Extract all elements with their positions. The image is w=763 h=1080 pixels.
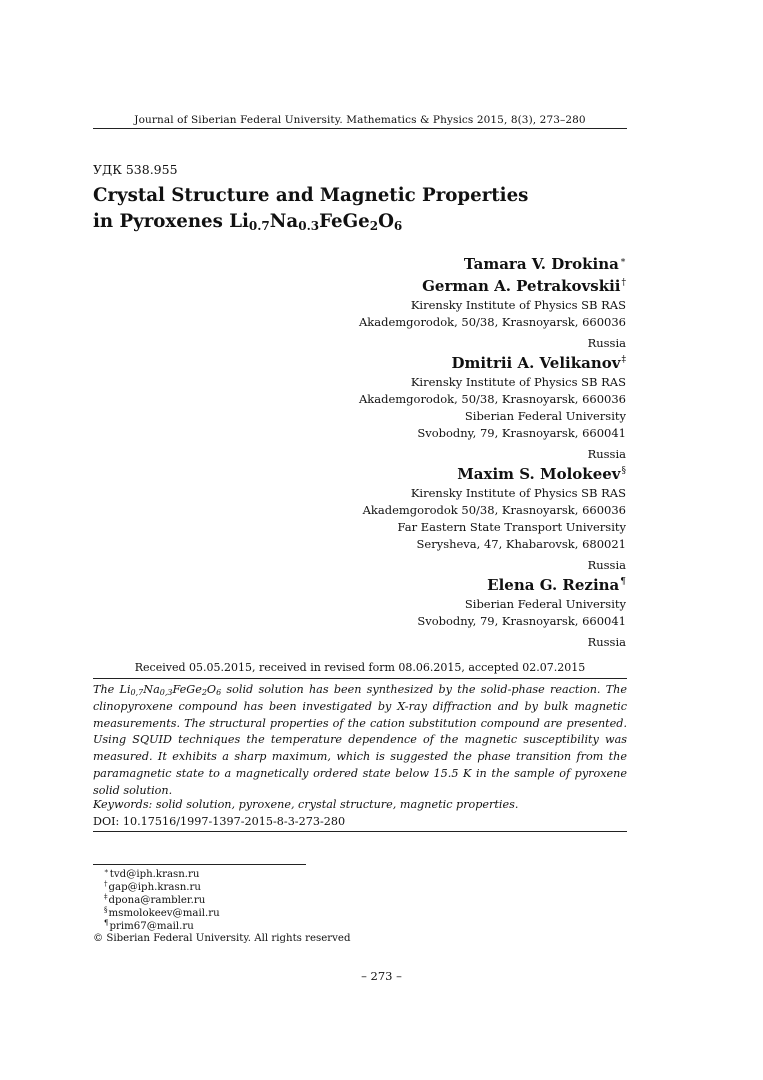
affiliation-line: Kirensky Institute of Physics SB RAS — [410, 298, 626, 312]
affiliation-line: Svobodny, 79, Krasnoyarsk, 660041 — [417, 614, 626, 628]
affiliation-line: Kirensky Institute of Physics SB RAS — [410, 486, 626, 500]
header-rule — [93, 128, 627, 129]
journal-header: Journal of Siberian Federal University. Mathematics & Physics 2015, 8(3), 273–280 — [134, 114, 586, 126]
author-name: Tamara V. Drokina∗ — [463, 255, 626, 273]
affiliation-country: Russia — [587, 447, 626, 461]
paper-title — [93, 183, 653, 235]
affiliation-country: Russia — [587, 635, 626, 649]
affiliation-line: Akademgorodok, 50/38, Krasnoyarsk, 660036 — [358, 392, 626, 406]
footnote-email: ¶prim67@mail.ru — [104, 919, 194, 932]
copyright-notice: © Siberian Federal University. All rights reserved — [93, 933, 351, 944]
abstract: The $Li_{0,7}Na_{0,3}FeGe_2O_6$ solid solution has been synthesized by the solid-phase reaction. The clinopyroxene compound has been investigated by X-ray diffraction and by bulk magnetic measurements. The structural properties of the cation substitution compound are presented. Using SQUID techniques the temperature dependence of the magnetic susceptibility was measured. It exhibits a sharp maximum, which is suggested the phase transition from the paramagnetic state to a magnetically ordered state below 15.5 K in the sample of pyroxene solid solution. — [93, 683, 627, 797]
author-name: Dmitrii A. Velikanov‡ — [451, 354, 626, 372]
page-number: – 273 – — [361, 969, 402, 983]
affiliation-line: Siberian Federal University — [464, 409, 626, 423]
keywords: Keywords: solid solution, pyroxene, crystal structure, magnetic properties. — [93, 798, 519, 811]
affiliation-line: Siberian Federal University — [464, 597, 626, 611]
affiliation-line: Far Eastern State Transport University — [397, 520, 626, 534]
footnote-email: ∗tvd@iph.krasn.ru — [104, 867, 200, 880]
footnote-email: ‡dpona@rambler.ru — [104, 893, 206, 906]
author-name: Elena G. Rezina¶ — [487, 576, 626, 594]
footnotes — [104, 868, 220, 933]
affiliation-line: Akademgorodok 50/38, Krasnoyarsk, 660036 — [362, 503, 626, 517]
received-dates: Received 05.05.2015, received in revised form 08.06.2015, accepted 02.07.2015 — [134, 661, 586, 674]
author-name: Maxim S. Molokeev§ — [457, 465, 626, 483]
title-line-1: Crystal Structure and Magnetic Properties — [93, 185, 529, 206]
affiliation-country: Russia — [587, 558, 626, 572]
footnote-email: †gap@iph.krasn.ru — [104, 880, 201, 893]
footnote-email: §msmolokeev@mail.ru — [104, 906, 220, 919]
abstract-bottom-rule — [93, 831, 627, 832]
doi: DOI: 10.17516/1997-1397-2015-8-3-273-280 — [93, 815, 346, 828]
udk-code: УДК 538.955 — [93, 162, 178, 177]
affiliation-country: Russia — [587, 336, 626, 350]
author-name: German A. Petrakovskii† — [422, 277, 626, 295]
affiliation-line: Kirensky Institute of Physics SB RAS — [410, 375, 626, 389]
affiliation-line: Svobodny, 79, Krasnoyarsk, 660041 — [417, 426, 626, 440]
abstract-top-rule — [93, 678, 627, 679]
author-block — [166, 253, 626, 651]
affiliation-line: Serysheva, 47, Khabarovsk, 680021 — [416, 537, 626, 551]
footnote-rule — [93, 864, 306, 865]
title-line-2: in Pyroxenes $Li_{0.7}Na_{0.3}FeGe_2O_6$ — [93, 211, 403, 233]
affiliation-line: Akademgorodok, 50/38, Krasnoyarsk, 660036 — [358, 315, 626, 329]
